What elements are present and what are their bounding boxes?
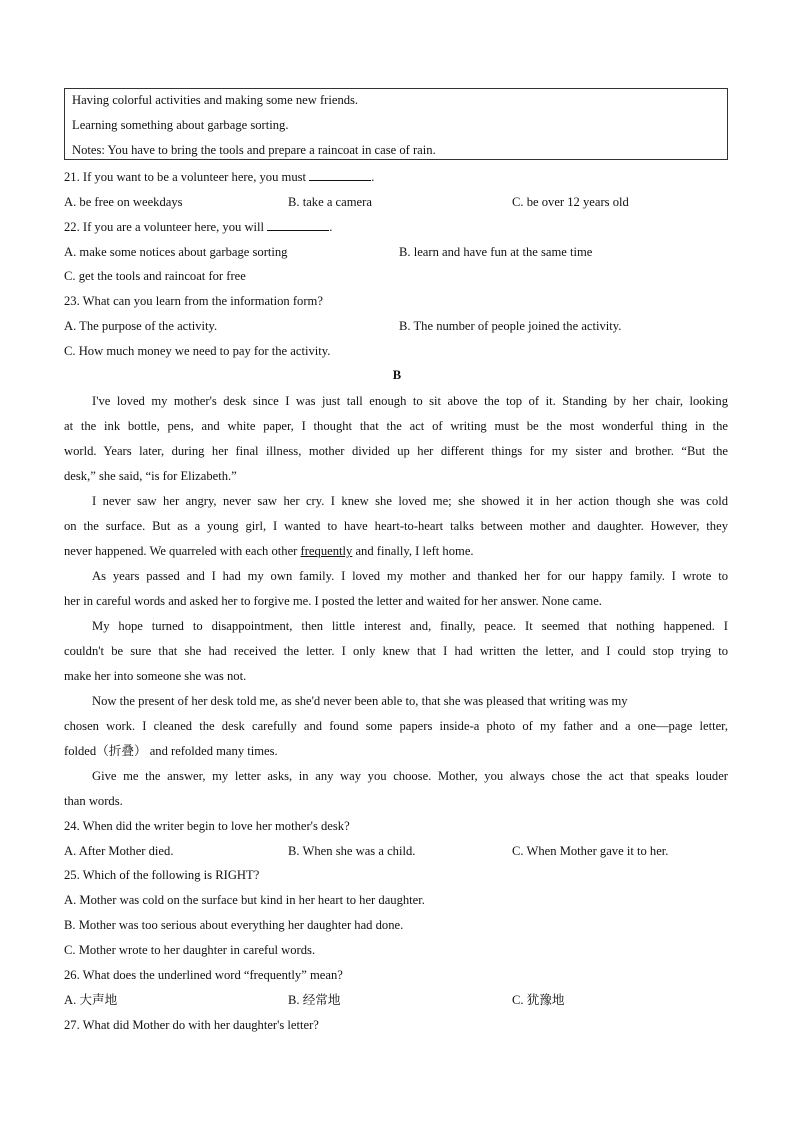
passage-line: I never saw her angry, never saw her cry. I knew she loved me; she showed it in her action though she was cold — [92, 494, 728, 508]
passage-line: desk,” she said, “is for Elizabeth.” — [64, 469, 237, 483]
passage-line: My hope turned to disappointment, then little interest and, finally, peace. It seemed that nothing happened. I — [92, 619, 728, 633]
answer-blank[interactable] — [309, 169, 371, 181]
option-25-a[interactable]: A. Mother was cold on the surface but kind in her heart to her daughter. — [64, 893, 425, 907]
section-title: B — [392, 368, 402, 382]
option-25-c[interactable]: C. Mother wrote to her daughter in careful words. — [64, 943, 316, 957]
question-end: . — [371, 170, 375, 184]
option-21-c[interactable]: C. be over 12 years old — [512, 195, 629, 209]
option-22-c[interactable]: C. get the tools and raincoat for free — [64, 269, 246, 283]
passage-line: than words. — [64, 794, 123, 808]
question-stem: 21. If you want to be a volunteer here, you must — [64, 170, 307, 184]
option-24-c[interactable]: C. When Mother gave it to her. — [512, 844, 669, 858]
passage-line: As years passed and I had my own family. I loved my mother and thanked her for our happy family. I wrote to — [92, 569, 728, 583]
info-line: Notes: You have to bring the tools and prepare a raincoat in case of rain. — [72, 143, 436, 157]
passage-line: at the ink bottle, pens, and white paper, I thought that the act of writing must be the most wonderful thing in the — [64, 419, 728, 433]
passage-line: I've loved my mother's desk since I was just tall enough to sit above the top of it. Standing by her chair, looking — [92, 394, 728, 408]
option-23-b[interactable]: B. The number of people joined the activity. — [399, 319, 622, 333]
passage-line: folded（折叠） and refolded many times. — [64, 744, 278, 758]
passage-text: never happened. We quarreled with each other — [64, 544, 298, 558]
info-line: Learning something about garbage sorting. — [72, 118, 289, 132]
option-24-b[interactable]: B. When she was a child. — [288, 844, 416, 858]
question-23: 23. What can you learn from the information form? — [64, 294, 323, 308]
passage-line: on the surface. But as a young girl, I wanted to have heart-to-heart talks between mother and daughter. However, they — [64, 519, 728, 533]
question-26: 26. What does the underlined word “frequently” mean? — [64, 968, 343, 982]
option-22-a[interactable]: A. make some notices about garbage sorting — [64, 245, 288, 259]
option-26-c[interactable]: C. 犹豫地 — [512, 993, 565, 1007]
passage-line: Now the present of her desk told me, as she'd never been able to, that she was pleased that writing was my — [92, 694, 628, 708]
option-25-b[interactable]: B. Mother was too serious about everything her daughter had done. — [64, 918, 404, 932]
option-26-a[interactable]: A. 大声地 — [64, 993, 118, 1007]
question-stem: 22. If you are a volunteer here, you will — [64, 220, 265, 234]
passage-line — [64, 543, 728, 559]
question-end: . — [329, 220, 333, 234]
passage-line: Give me the answer, my letter asks, in any way you choose. Mother, you always chose the act that speaks louder — [92, 769, 728, 783]
option-23-a[interactable]: A. The purpose of the activity. — [64, 319, 218, 333]
passage-text: and finally, I left home. — [355, 544, 474, 558]
question-21 — [64, 169, 374, 185]
underlined-word: frequently — [300, 544, 353, 558]
passage-line: world. Years later, during her final illness, mother divided up her different things for my sister and brother. “But the — [64, 444, 728, 458]
option-23-c[interactable]: C. How much money we need to pay for the activity. — [64, 344, 331, 358]
option-24-a[interactable]: A. After Mother died. — [64, 844, 174, 858]
option-22-b[interactable]: B. learn and have fun at the same time — [399, 245, 593, 259]
option-26-b[interactable]: B. 经常地 — [288, 993, 341, 1007]
passage-line: her in careful words and asked her to forgive me. I posted the letter and waited for her answer. None came. — [64, 594, 602, 608]
option-21-b[interactable]: B. take a camera — [288, 195, 372, 209]
info-line: Having colorful activities and making some new friends. — [72, 93, 359, 107]
question-27: 27. What did Mother do with her daughter's letter? — [64, 1018, 319, 1032]
answer-blank[interactable] — [267, 219, 329, 231]
passage-line: couldn't be sure that she had received the letter. I only knew that I had written the letter, and I could stop trying to — [64, 644, 728, 658]
question-22 — [64, 219, 332, 235]
question-25: 25. Which of the following is RIGHT? — [64, 868, 260, 882]
option-21-a[interactable]: A. be free on weekdays — [64, 195, 183, 209]
passage-line: chosen work. I cleaned the desk carefully and found some papers inside-a photo of my father and a one—page letter, — [64, 719, 728, 733]
passage-line: make her into someone she was not. — [64, 669, 247, 683]
info-box — [64, 88, 728, 160]
question-24: 24. When did the writer begin to love her mother's desk? — [64, 819, 350, 833]
